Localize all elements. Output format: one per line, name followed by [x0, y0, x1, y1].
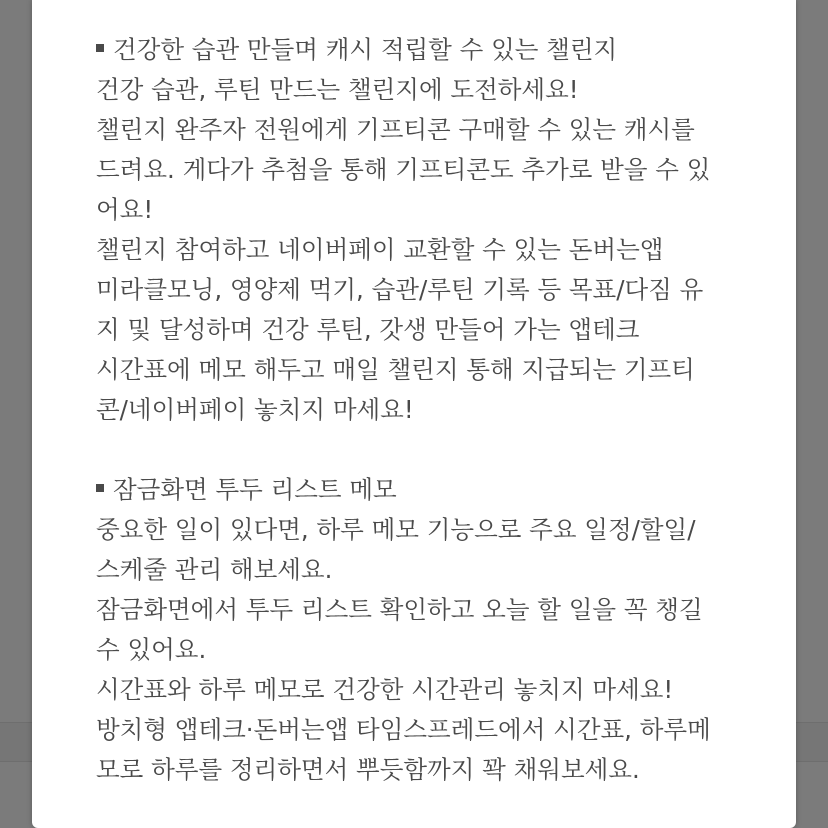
description-line: 콘/네이버페이 놓치지 마세요!: [96, 395, 414, 424]
description-line: 건강 습관, 루틴 만드는 챌린지에 도전하세요!: [96, 75, 579, 104]
description-line: 챌린지 완주자 전원에게 기프티콘 구매할 수 있는 캐시를: [96, 115, 695, 144]
description-line: 챌린지 참여하고 네이버페이 교환할 수 있는 돈버는앱: [96, 235, 664, 264]
section-heading: 건강한 습관 만들며 캐시 적립할 수 있는 챌린지: [96, 30, 736, 70]
description-line: 미라클모닝, 영양제 먹기, 습관/루틴 기록 등 목표/다짐 유: [96, 275, 704, 304]
description-line: 시간표와 하루 메모로 건강한 시간관리 놓치지 마세요!: [96, 675, 674, 704]
description-line: 모로 하루를 정리하면서 뿌듯함까지 꽉 채워보세요.: [96, 755, 640, 784]
description-line: 잠금화면에서 투두 리스트 확인하고 오늘 할 일을 꼭 챙길: [96, 595, 703, 624]
description-line: 시간표에 메모 해두고 매일 챌린지 통해 지급되는 기프티: [96, 355, 695, 384]
description-text: [96, 30, 736, 790]
description-line: 수 있어요.: [96, 635, 207, 664]
app-description-dialog: [32, 0, 796, 828]
description-line: 지 및 달성하며 건강 루틴, 갓생 만들어 가는 앱테크: [96, 315, 640, 344]
description-line: 중요한 일이 있다면, 하루 메모 기능으로 주요 일정/할일/: [96, 515, 696, 544]
description-line: 드려요. 게다가 추첨을 통해 기프티콘도 추가로 받을 수 있: [96, 155, 711, 184]
description-line: 어요!: [96, 195, 154, 224]
bullet-square-icon: [96, 484, 104, 492]
bullet-square-icon: [96, 44, 104, 52]
description-line: 스케줄 관리 해보세요.: [96, 555, 333, 584]
section-heading: 잠금화면 투두 리스트 메모: [96, 470, 736, 510]
section-spacer: [96, 430, 736, 470]
description-line: 방치형 앱테크·돈버는앱 타임스프레드에서 시간표, 하루메: [96, 715, 711, 744]
